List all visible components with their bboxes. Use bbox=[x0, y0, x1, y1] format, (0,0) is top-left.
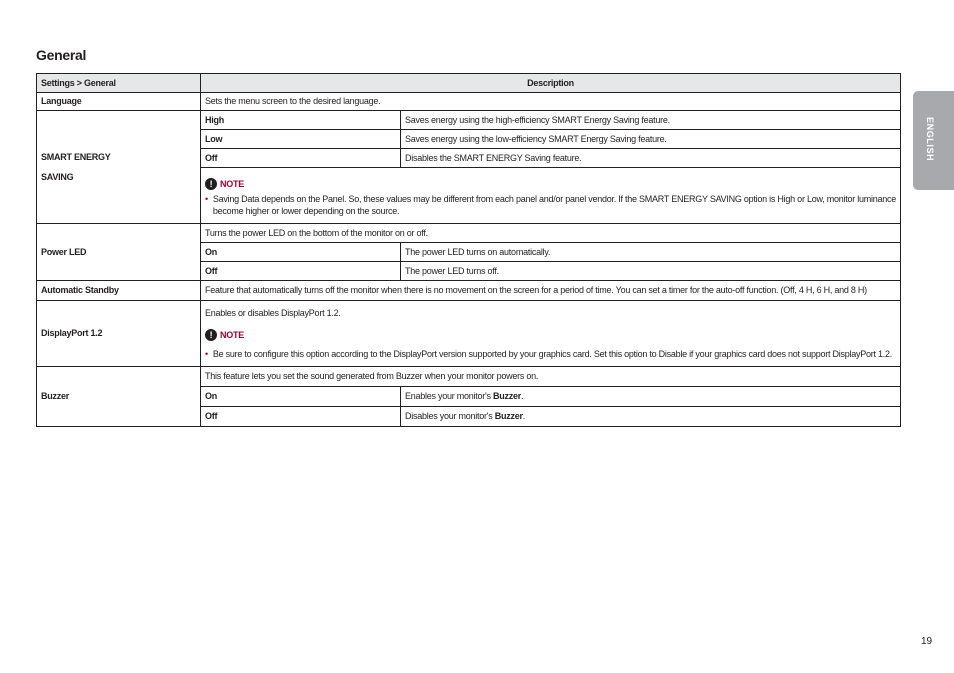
language-side-tab-label: ENGLISH bbox=[925, 117, 935, 162]
general-settings-table bbox=[36, 73, 901, 427]
note-label: NOTE bbox=[220, 178, 245, 189]
option-name: Off bbox=[201, 262, 401, 281]
note-text: Be sure to configure this option according to the DisplayPort version supported by your graphics card. Set this option to Disable if your graphics card does not support DisplayPort 1.2. bbox=[212, 348, 893, 359]
table-row bbox=[37, 111, 901, 130]
table-header-row bbox=[37, 74, 901, 93]
note-heading bbox=[205, 329, 896, 341]
option-desc: The power LED turns off. bbox=[401, 262, 901, 281]
table-row bbox=[37, 224, 901, 243]
setting-auto-standby-desc: Feature that automatically turns off the monitor when there is no movement on the screen for a period of time. You can set a timer for the auto-off function. (Off, 4 H, 6 H, and 8 H) bbox=[201, 281, 901, 301]
option-desc: Saves energy using the low-efficiency SMART Energy Saving feature. bbox=[401, 130, 901, 149]
displayport-desc-text: Enables or disables DisplayPort 1.2. bbox=[205, 308, 341, 319]
smart-energy-label-line1: SMART ENERGY bbox=[41, 151, 111, 162]
desc-suffix: . bbox=[522, 411, 526, 422]
desc-prefix: Disables your monitor's bbox=[405, 411, 495, 422]
setting-smart-energy-label bbox=[37, 111, 201, 224]
desc-suffix: . bbox=[521, 391, 524, 402]
setting-language-label: Language bbox=[37, 93, 201, 111]
note-bullet bbox=[205, 348, 896, 360]
note-text: Saving Data depends on the Panel. So, these values may be different from each panel and/or panel vendor. If the SMART ENERGY SAVING option is High or Low, monitor luminance become higher or lower depending on the source. bbox=[212, 193, 896, 217]
option-desc: Disables the SMART ENERGY Saving feature. bbox=[401, 149, 901, 168]
smart-energy-note bbox=[201, 168, 901, 224]
option-name: Off bbox=[201, 149, 401, 168]
desc-prefix: Enables your monitor's bbox=[405, 391, 494, 402]
option-name: Off bbox=[201, 407, 401, 427]
option-name: On bbox=[201, 243, 401, 262]
section-title: General bbox=[36, 47, 87, 63]
language-side-tab bbox=[913, 91, 954, 190]
setting-power-led-label: Power LED bbox=[37, 224, 201, 281]
setting-buzzer-label: Buzzer bbox=[37, 367, 201, 427]
bullet-icon: • bbox=[205, 193, 208, 204]
note-heading bbox=[205, 178, 896, 190]
option-desc bbox=[401, 387, 901, 407]
setting-buzzer-desc: This feature lets you set the sound generated from Buzzer when your monitor powers on. bbox=[201, 367, 901, 387]
option-name: High bbox=[201, 111, 401, 130]
desc-bold: Buzzer bbox=[493, 391, 522, 402]
setting-power-led-desc: Turns the power LED on the bottom of the monitor on or off. bbox=[201, 224, 901, 243]
setting-displayport-desc bbox=[201, 301, 901, 367]
table-row bbox=[37, 367, 901, 387]
setting-displayport-label: DisplayPort 1.2 bbox=[37, 301, 201, 367]
desc-bold: Buzzer bbox=[494, 411, 523, 422]
note-label: NOTE bbox=[220, 330, 245, 341]
option-desc: Saves energy using the high-efficiency SMART Energy Saving feature. bbox=[401, 111, 901, 130]
header-settings: Settings > General bbox=[37, 74, 201, 93]
option-name: On bbox=[201, 387, 401, 407]
exclamation-icon: ! bbox=[205, 329, 217, 341]
table-row bbox=[37, 281, 901, 301]
option-desc bbox=[401, 407, 901, 427]
header-description: Description bbox=[201, 74, 901, 93]
page-number: 19 bbox=[921, 636, 933, 647]
option-name: Low bbox=[201, 130, 401, 149]
option-desc: The power LED turns on automatically. bbox=[401, 243, 901, 262]
table-row bbox=[37, 301, 901, 367]
smart-energy-label-line2: SAVING bbox=[41, 172, 74, 182]
note-bullet bbox=[205, 193, 896, 217]
exclamation-icon: ! bbox=[205, 178, 217, 190]
table-row bbox=[37, 93, 901, 111]
setting-auto-standby-label: Automatic Standby bbox=[37, 281, 201, 301]
setting-language-desc: Sets the menu screen to the desired language. bbox=[201, 93, 901, 111]
bullet-icon: • bbox=[205, 348, 208, 359]
